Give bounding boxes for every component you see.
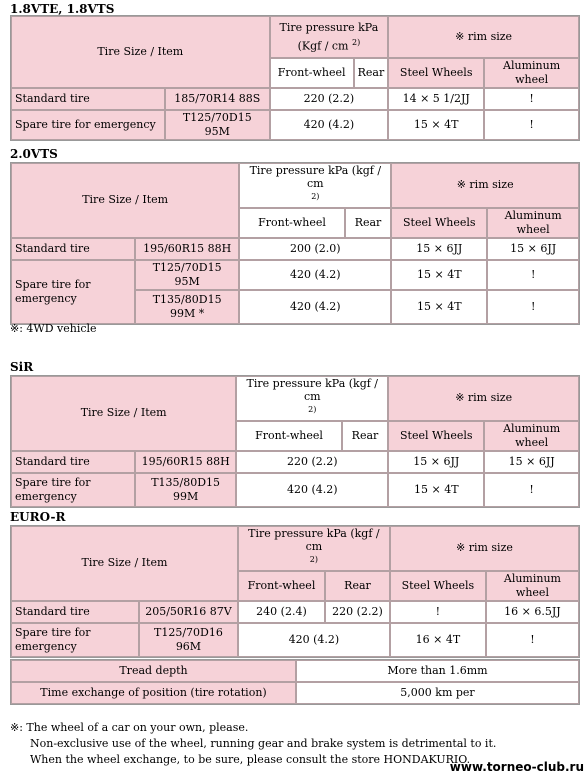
section-title-sir: SiR xyxy=(10,360,34,374)
pressure-sup: 2) xyxy=(352,38,361,48)
row-label: Standard tire xyxy=(11,451,135,473)
steel-value: 15 × 6JJ xyxy=(388,451,484,473)
tire-size: 195/60R15 88H xyxy=(135,451,236,473)
pressure-value: 420 (4.2) xyxy=(239,290,391,324)
row-label: Spare tire for emergency xyxy=(11,473,135,507)
note-4wd: ※: 4WD vehicle xyxy=(10,322,97,335)
pressure-value: 200 (2.0) xyxy=(239,238,391,260)
pressure-label: Tire pressure kPa (kgf / cm xyxy=(246,377,379,403)
header-aluminum-wheel: Aluminum wheel xyxy=(484,421,579,451)
header-tire-size: Tire Size / Item xyxy=(11,16,270,88)
footer-line-3: When the wheel exchange, to be sure, please consult the store HONDAKURIO. xyxy=(30,753,471,766)
header-rim-size: ※ rim size xyxy=(388,376,579,421)
pressure-label: Tire pressure kPa (kgf / cm xyxy=(249,164,382,190)
steel-value: 15 × 4T xyxy=(391,290,487,324)
pressure-sup: 2) xyxy=(308,405,317,414)
header-rim-size: ※ rim size xyxy=(388,16,579,58)
header-rear: Rear xyxy=(342,421,389,451)
steel-value: 16 × 4T xyxy=(390,623,486,657)
steel-value: 15 × 4T xyxy=(391,260,487,290)
header-front-wheel: Front-wheel xyxy=(238,571,325,601)
tire-size: T125/70D15 95M xyxy=(135,260,239,290)
aluminum-value: ! xyxy=(487,260,579,290)
tire-size: 185/70R14 88S xyxy=(165,88,270,110)
steel-value: 15 × 4T xyxy=(388,110,484,140)
header-steel-wheels: Steel Wheels xyxy=(388,421,484,451)
header-tire-pressure xyxy=(270,16,389,58)
aluminum-value: 15 × 6JJ xyxy=(484,451,579,473)
tire-table-sir xyxy=(10,375,580,508)
pressure-value: 420 (4.2) xyxy=(239,260,391,290)
pressure-unit: (Kgf / cm xyxy=(297,39,352,53)
header-rim-size: ※ rim size xyxy=(391,163,579,208)
watermark: www.torneo-club.ru xyxy=(449,760,584,774)
header-tire-size: Tire Size / Item xyxy=(11,376,236,451)
aluminum-value: ! xyxy=(484,473,579,507)
header-front-wheel: Front-wheel xyxy=(239,208,344,238)
row-label: Spare tire for emergency xyxy=(11,260,135,324)
row-label: Standard tire xyxy=(11,601,139,623)
header-rear: Rear xyxy=(325,571,390,601)
tire-table-18vte xyxy=(10,15,580,141)
pressure-front-value: 240 (2.4) xyxy=(238,601,325,623)
header-aluminum-wheel: Aluminum wheel xyxy=(486,571,579,601)
header-steel-wheels: Steel Wheels xyxy=(390,571,486,601)
tire-table-20vts xyxy=(10,162,580,325)
header-rear: Rear xyxy=(354,58,389,88)
aluminum-value: 15 × 6JJ xyxy=(487,238,579,260)
steel-value: 15 × 4T xyxy=(388,473,484,507)
pressure-label: Tire pressure kPa xyxy=(279,21,379,35)
tire-size: T135/80D15 99M * xyxy=(135,290,239,324)
footer-notes xyxy=(10,720,496,768)
tire-size: T135/80D15 99M xyxy=(135,473,236,507)
header-steel-wheels: Steel Wheels xyxy=(388,58,484,88)
aluminum-value: ! xyxy=(484,110,579,140)
header-tire-size: Tire Size / Item xyxy=(11,526,238,601)
aluminum-value: 16 × 6.5JJ xyxy=(486,601,579,623)
pressure-value: 220 (2.2) xyxy=(270,88,389,110)
header-aluminum-wheel: Aluminum wheel xyxy=(487,208,579,238)
tread-depth-value: More than 1.6mm xyxy=(296,660,579,682)
aluminum-value: ! xyxy=(484,88,579,110)
header-rear: Rear xyxy=(345,208,392,238)
steel-value: 14 × 5 1/2JJ xyxy=(388,88,484,110)
header-tire-pressure xyxy=(238,526,390,571)
pressure-value: 420 (4.2) xyxy=(238,623,390,657)
section-title-20vts: 2.0VTS xyxy=(10,147,58,161)
pressure-value: 220 (2.2) xyxy=(236,451,388,473)
header-tire-pressure xyxy=(239,163,391,208)
footer-line-1: ※: The wheel of a car on your own, please. xyxy=(10,721,249,734)
row-label: Standard tire xyxy=(11,88,165,110)
header-steel-wheels: Steel Wheels xyxy=(391,208,487,238)
steel-value: 15 × 6JJ xyxy=(391,238,487,260)
header-front-wheel: Front-wheel xyxy=(236,421,341,451)
tire-size: 205/50R16 87V xyxy=(139,601,238,623)
footer-line-2: Non-exclusive use of the wheel, running gear and brake system is detrimental to it. xyxy=(30,737,497,750)
header-tire-pressure xyxy=(236,376,388,421)
row-label: Spare tire for emergency xyxy=(11,623,139,657)
header-front-wheel: Front-wheel xyxy=(270,58,354,88)
rotation-label: Time exchange of position (tire rotation) xyxy=(11,682,296,704)
steel-value: ! xyxy=(390,601,486,623)
tire-table-euro-r xyxy=(10,525,580,658)
header-rim-size: ※ rim size xyxy=(390,526,579,571)
tread-depth-label: Tread depth xyxy=(11,660,296,682)
aluminum-value: ! xyxy=(486,623,579,657)
aluminum-value: ! xyxy=(487,290,579,324)
pressure-rear-value: 220 (2.2) xyxy=(325,601,390,623)
header-aluminum-wheel: Aluminum wheel xyxy=(484,58,579,88)
header-tire-size: Tire Size / Item xyxy=(11,163,239,238)
pressure-value: 420 (4.2) xyxy=(236,473,388,507)
pressure-sup: 2) xyxy=(311,192,320,201)
rotation-value: 5,000 km per xyxy=(296,682,579,704)
tire-size: T125/70D15 95M xyxy=(165,110,270,140)
section-title-euro-r: EURO-R xyxy=(10,510,66,524)
tire-size: 195/60R15 88H xyxy=(135,238,239,260)
pressure-sup: 2) xyxy=(309,555,318,564)
tire-size: T125/70D16 96M xyxy=(139,623,238,657)
section-title-18vte: 1.8VTE, 1.8VTS xyxy=(10,2,115,16)
row-label: Spare tire for emergency xyxy=(11,110,165,140)
pressure-label: Tire pressure kPa (kgf / cm xyxy=(248,527,380,553)
pressure-value: 420 (4.2) xyxy=(270,110,389,140)
tread-table xyxy=(10,659,580,705)
row-label: Standard tire xyxy=(11,238,135,260)
